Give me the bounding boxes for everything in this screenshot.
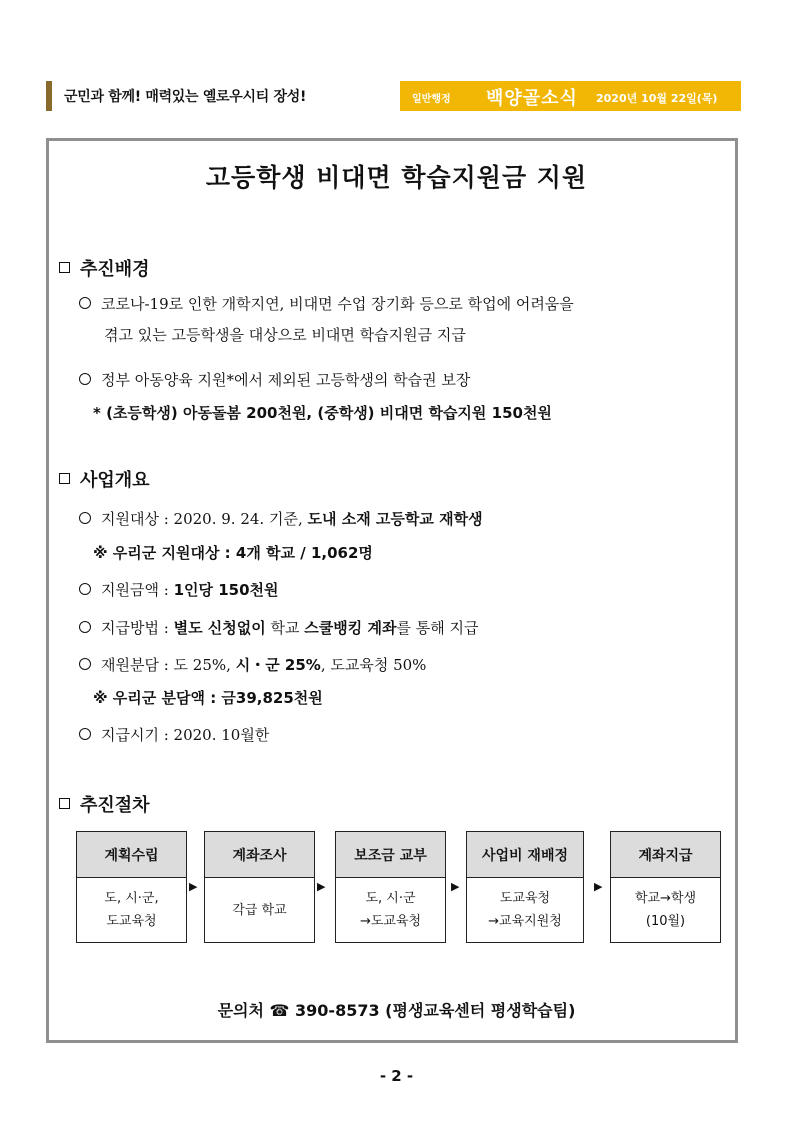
header-newsletter-box [400,81,741,111]
header-date: 2020년 10월 22일(목) [596,92,718,105]
step-body: 도, 시·군, 도교육청 [104,891,159,929]
procedure-step-5 [610,831,721,943]
circle-bullet-icon [79,373,91,385]
checkbox-square-icon [59,798,70,809]
overview-funding: 재원분담 : 도 25%, 시・군 25%, 도교육청 50% [79,654,426,675]
step-body: 도, 시·군 →도교육청 [359,891,422,929]
overview-amount: 지원금액 : 1인당 150천원 [79,579,279,600]
step-body: 학교→학생 (10월) [634,891,697,929]
arrow-right-icon: ▶ [189,880,198,893]
overview-target-note: ※ 우리군 지원대상 : 4개 학교 / 1,062명 [93,544,373,562]
step-head: 계좌조사 [205,832,314,878]
step-head: 사업비 재배정 [467,832,583,878]
procedure-step-3 [335,831,446,943]
background-item-1: 코로나-19로 인한 개학지연, 비대면 수업 장기화 등으로 학업에 어려움을 [79,293,574,314]
step-head: 계좌지급 [611,832,720,878]
step-head: 계획수립 [77,832,186,878]
page-title: 고등학생 비대면 학습지원금 지원 [205,163,588,192]
overview-target: 지원대상 : 2020. 9. 24. 기준, 도내 소재 고등학교 재학생 [79,508,483,529]
background-item-1-cont: 겪고 있는 고등학생을 대상으로 비대면 학습지원금 지급 [104,326,466,344]
overview-funding-note: ※ 우리군 분담액 : 금39,825천원 [93,689,323,707]
arrow-right-icon: ▶ [317,880,326,893]
circle-bullet-icon [79,658,91,670]
step-head: 보조금 교부 [336,832,445,878]
step-body: 도교육청 →교육지원청 [488,891,562,929]
step-body: 각급 학교 [232,902,287,918]
header-slogan: 군민과 함께! 매력있는 옐로우시티 장성! [64,89,307,105]
section-heading-procedure: 추진절차 [59,791,150,817]
circle-bullet-icon [79,621,91,633]
circle-bullet-icon [79,728,91,740]
overview-timing: 지급시기 : 2020. 10월한 [79,724,269,745]
circle-bullet-icon [79,512,91,524]
procedure-step-4 [466,831,584,943]
procedure-step-1 [76,831,187,943]
procedure-step-2 [204,831,315,943]
section-heading-overview: 사업개요 [59,466,150,492]
checkbox-square-icon [59,473,70,484]
checkbox-square-icon [59,262,70,273]
arrow-right-icon: ▶ [594,880,603,893]
background-footnote: * (초등학생) 아동돌봄 200천원, (중학생) 비대면 학습지원 150천원 [93,404,552,422]
arrow-right-icon: ▶ [451,880,460,893]
overview-method: 지급방법 : 별도 신청없이 학교 스쿨뱅킹 계좌를 통해 지급 [79,617,478,638]
header-accent-bar [46,81,52,111]
page-number: - 2 - [379,1067,414,1085]
contact-info: 문의처 ☎ 390-8573 (평생교육센터 평생학습팀) [217,1001,576,1020]
background-item-2: 정부 아동양육 지원*에서 제외된 고등학생의 학습권 보장 [79,369,470,390]
header-newsletter-name: 백양골소식 [486,88,578,109]
header-category: 일반행정 [412,94,451,105]
circle-bullet-icon [79,297,91,309]
circle-bullet-icon [79,583,91,595]
section-heading-background: 추진배경 [59,255,150,281]
